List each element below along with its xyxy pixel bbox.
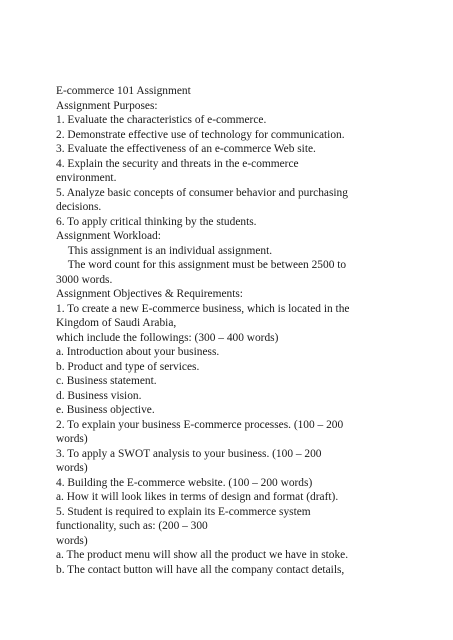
text-line: e. Business objective. <box>56 404 155 416</box>
text-line: c. Business statement. <box>56 375 157 387</box>
text-line: words) <box>56 462 88 474</box>
text-line: 3. Evaluate the effectiveness of an e-commerce Web site. <box>56 143 316 155</box>
section-heading-purposes: Assignment Purposes: <box>56 99 158 112</box>
bullet-line: This assignment is an individual assignment. <box>56 244 261 257</box>
section-heading-workload: Assignment Workload: <box>56 230 161 242</box>
text-line: 2. To explain your business E-commerce processes. (100 – 200 <box>56 418 344 431</box>
text-line: 3000 words. <box>56 273 113 286</box>
text-line: Kingdom of Saudi Arabia, <box>56 317 177 329</box>
document-title: E-commerce 101 Assignment <box>56 85 191 97</box>
text-line: words) <box>56 433 88 445</box>
section-heading-objectives: Assignment Objectives & Requirements: <box>56 288 243 300</box>
text-line: which include the followings: (300 – 400 words) <box>56 331 279 344</box>
text-line: words) <box>56 534 88 547</box>
text-line: b. Product and type of services. <box>56 360 200 373</box>
text-line: a. Introduction about your business. <box>56 346 220 358</box>
text-line: a. How it will look likes in terms of design and format (draft). <box>56 491 339 503</box>
text-line: 5. Student is required to explain its E-commerce system <box>56 505 311 518</box>
text-line: 3. To apply a SWOT analysis to your business. (100 – 200 <box>56 447 322 460</box>
text-line: a. The product menu will show all the product we have in stoke. <box>56 549 349 561</box>
text-line: functionality, such as: (200 – 300 <box>56 520 208 532</box>
text-line: 4. Explain the security and threats in the e-commerce <box>56 157 299 170</box>
text-line: decisions. <box>56 201 102 213</box>
text-line: 4. Building the E-commerce website. (100 – 200 words) <box>56 476 313 489</box>
text-line: 5. Analyze basic concepts of consumer behavior and purchasing <box>56 186 348 199</box>
text-line: d. Business vision. <box>56 389 142 402</box>
document-body <box>56 84 406 577</box>
text-line: 1. To create a new E-commerce business, which is located in the <box>56 302 350 315</box>
text-line: 6. To apply critical thinking by the students. <box>56 215 257 228</box>
text-line: environment. <box>56 172 117 184</box>
text-line: b. The contact button will have all the company contact details, <box>56 563 345 576</box>
bullet-line: The word count for this assignment must be between 2500 to <box>56 259 335 271</box>
text-line: 2. Demonstrate effective use of technology for communication. <box>56 128 345 141</box>
text-line: 1. Evaluate the characteristics of e-commerce. <box>56 114 267 126</box>
